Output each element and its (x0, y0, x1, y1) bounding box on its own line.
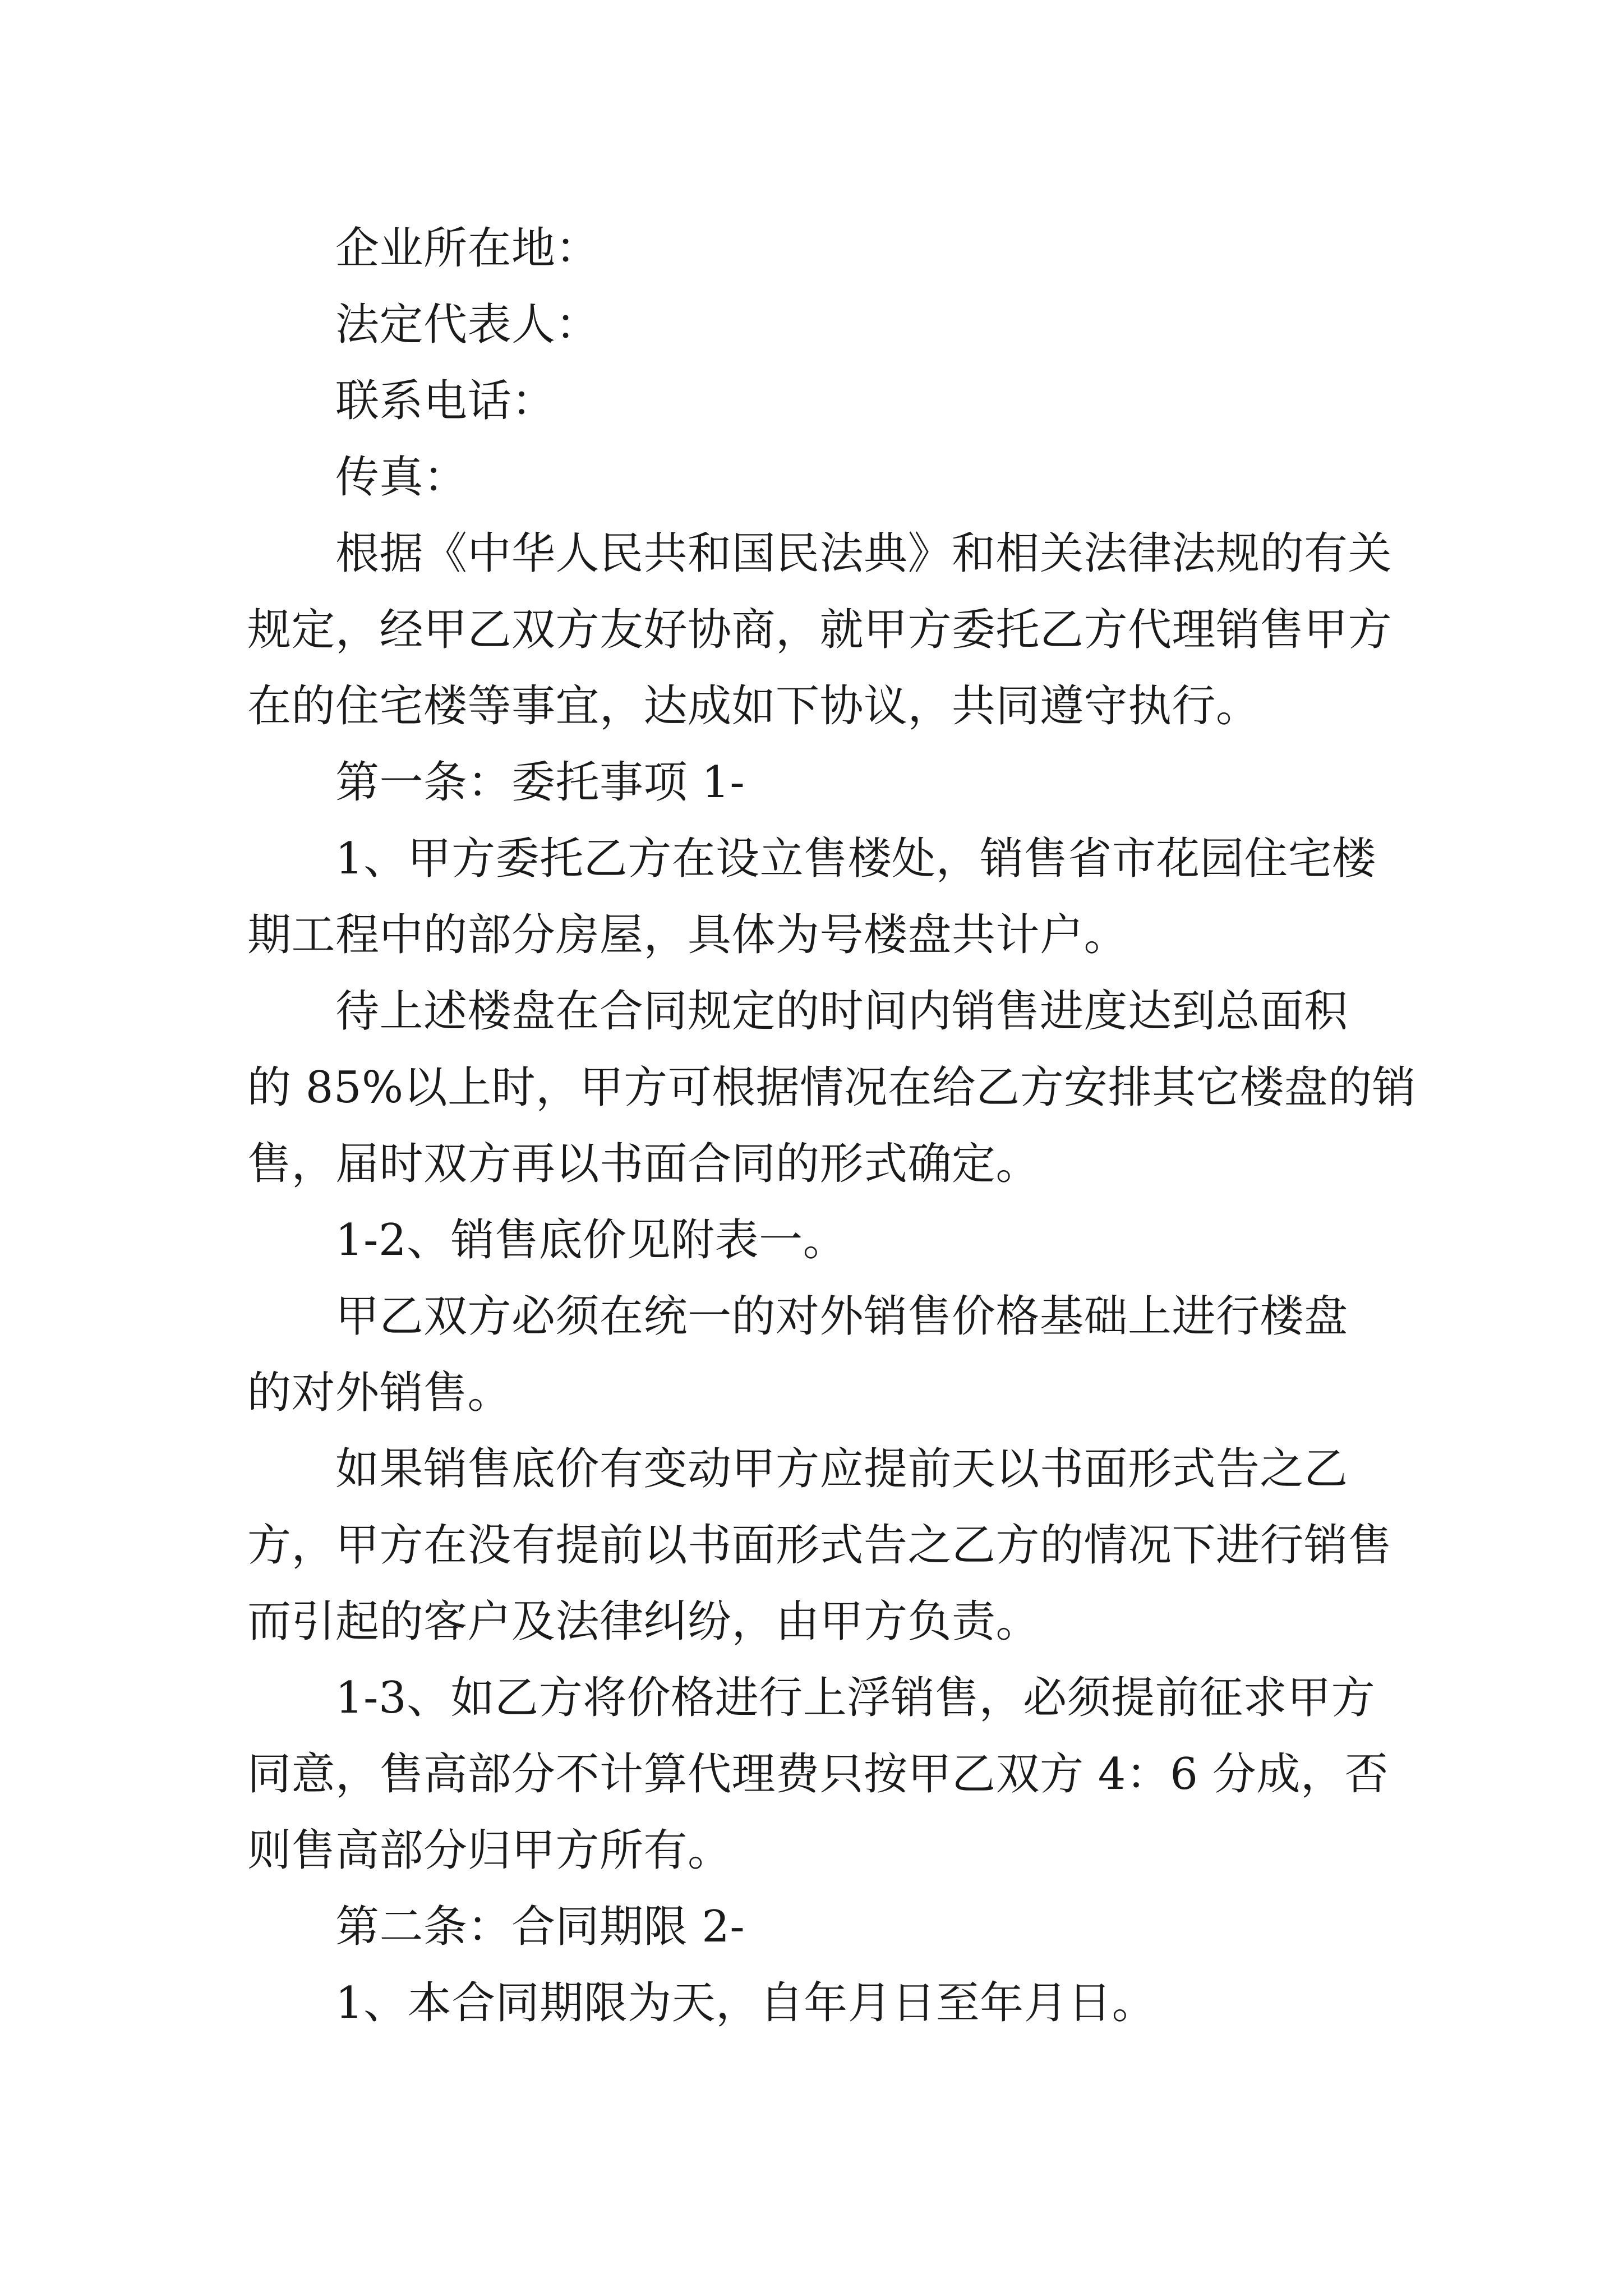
preamble-line-1: 根据《中华人民共和国民法典》和相关法律法规的有关 (335, 528, 1393, 579)
clause-1-1-line-1: 1、甲方委托乙方在设立售楼处，销售省市花园住宅楼 (335, 834, 1376, 884)
preamble-line-3: 在的住宅楼等事宜，达成如下协议，共同遵守执行。 (247, 681, 1260, 731)
unified-price-line-1: 甲乙双方必须在统一的对外销售价格基础上进行楼盘 (335, 1291, 1348, 1342)
document-body (247, 210, 1417, 2041)
clause-1-3-line-1: 1-3、如乙方将价格进行上浮销售，必须提前征求甲方 (335, 1673, 1376, 1723)
article-2-heading: 第二条：合同期限 2- (335, 1902, 745, 1952)
unified-price-line-2: 的对外销售。 (247, 1368, 512, 1418)
clause-2-1: 1、本合同期限为天，自年月日至年月日。 (335, 1978, 1156, 2028)
phone-label: 联系电话： (335, 376, 556, 426)
price-change-line-2: 方，甲方在没有提前以书面形式告之乙方的情况下进行销售 (247, 1520, 1393, 1571)
sales-progress-line-3: 售，届时双方再以书面合同的形式确定。 (247, 1139, 1040, 1189)
price-change-line-1: 如果销售底价有变动甲方应提前天以书面形式告之乙 (335, 1444, 1348, 1494)
price-change-line-3: 而引起的客户及法律纠纷，由甲方负责。 (247, 1596, 1040, 1647)
sales-progress-line-1: 待上述楼盘在合同规定的时间内销售进度达到总面积 (335, 986, 1348, 1037)
article-1-heading: 第一条：委托事项 1- (335, 757, 745, 808)
company-address-label: 企业所在地： (335, 223, 600, 274)
clause-1-1-line-2: 期工程中的部分房屋，具体为号楼盘共计户。 (247, 910, 1128, 960)
sales-progress-line-2: 的 85%以上时，甲方可根据情况在给乙方安排其它楼盘的销 (247, 1062, 1417, 1113)
clause-1-3-line-2: 同意，售高部分不计算代理费只按甲乙双方 4：6 分成，否 (247, 1749, 1389, 1800)
fax-label: 传真： (335, 452, 468, 503)
clause-1-2: 1-2、销售底价见附表一。 (335, 1215, 847, 1266)
legal-representative-label: 法定代表人： (335, 300, 600, 350)
clause-1-3-line-3: 则售高部分归甲方所有。 (247, 1825, 732, 1876)
preamble-line-2: 规定，经甲乙双方友好协商，就甲方委托乙方代理销售甲方 (247, 605, 1393, 655)
